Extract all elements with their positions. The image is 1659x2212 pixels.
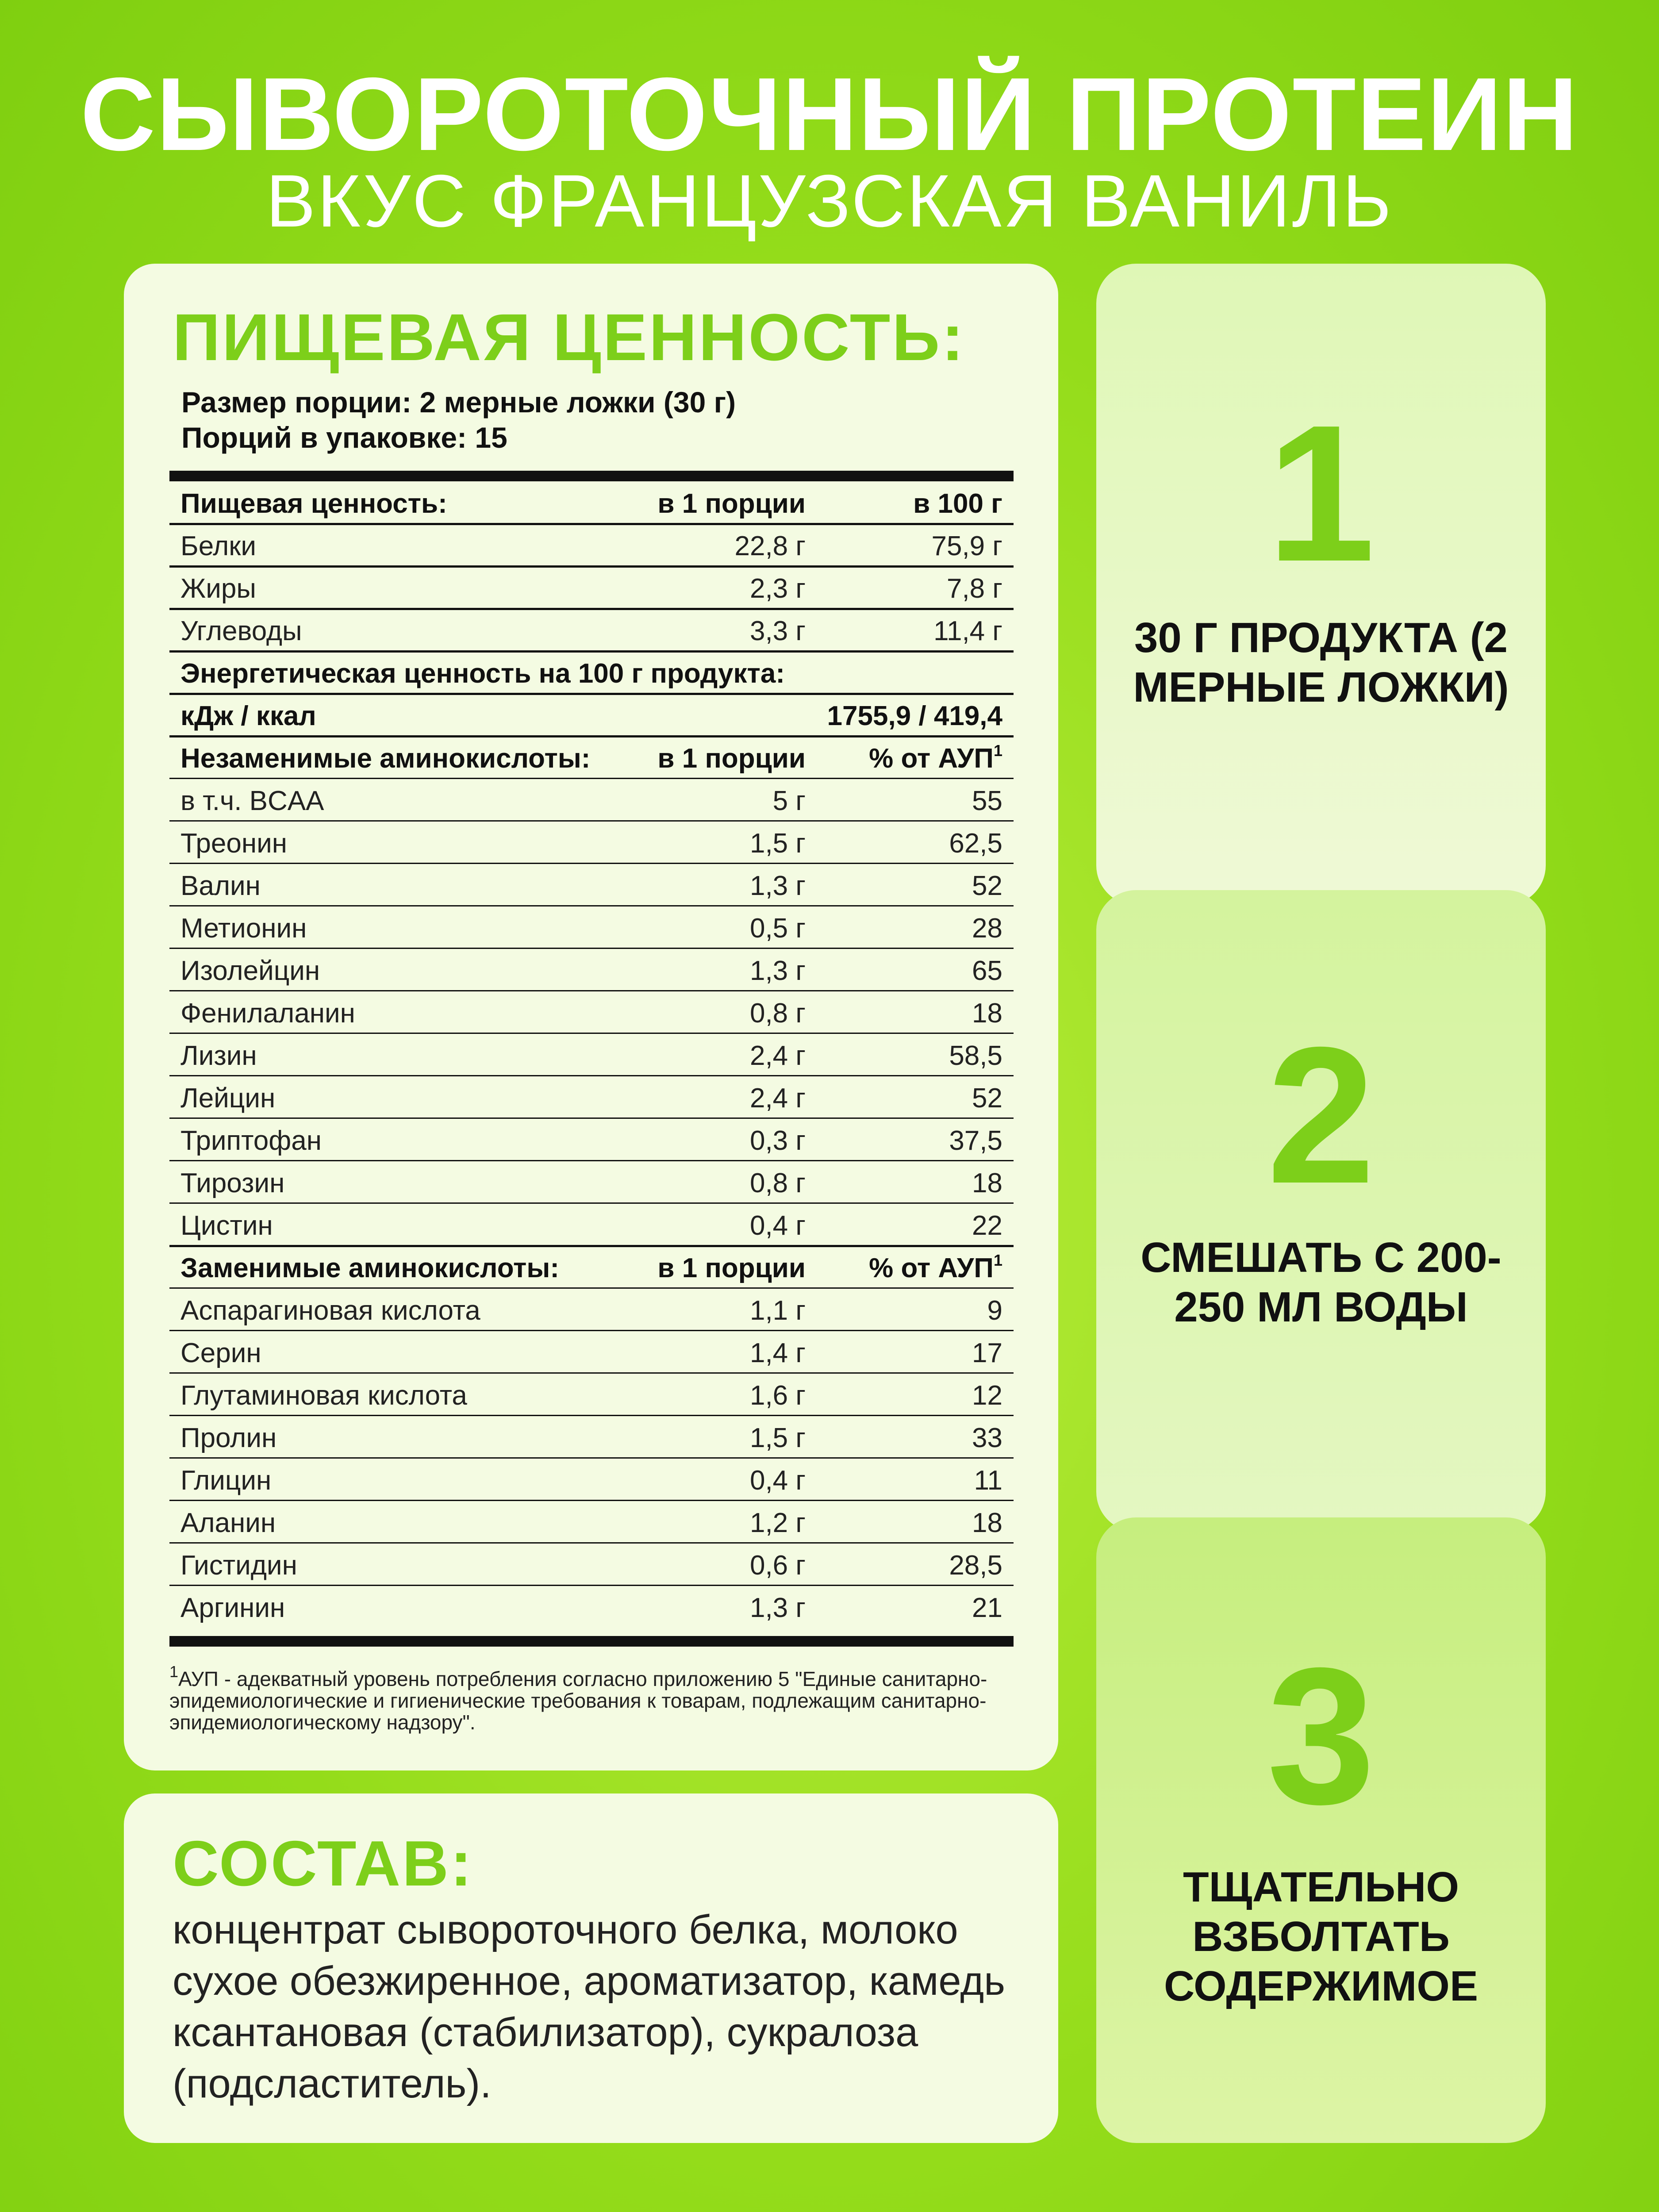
- cell-text: 22: [972, 1210, 1002, 1241]
- cell-text: Энергетическая ценность на 100 г продукта:: [180, 658, 785, 689]
- step-card-2: [1096, 890, 1546, 1532]
- cell-text: 0,4 г: [749, 1210, 806, 1241]
- cell-text: Заменимые аминокислоты:: [180, 1253, 560, 1283]
- cell-text: 17: [972, 1338, 1002, 1368]
- second-value: [974, 1465, 1002, 1496]
- cell-text: 28: [972, 913, 1002, 944]
- table-row: [169, 566, 1014, 609]
- cell-text: 1,5 г: [749, 1423, 806, 1453]
- table-row: [169, 609, 1014, 651]
- nonessential-header: [169, 1246, 1014, 1288]
- cell-text: 65: [972, 956, 1002, 986]
- second-value: [972, 1422, 1002, 1454]
- second-value: [972, 1167, 1002, 1199]
- per-serving-value: [750, 1125, 806, 1156]
- row-label: [180, 955, 320, 987]
- cell-text: Пролин: [180, 1423, 277, 1453]
- cell-text: 28,5: [949, 1550, 1002, 1581]
- second-value: [949, 828, 1002, 859]
- cell-text: % от АУП: [869, 743, 994, 774]
- cell-text: кДж / ккал: [180, 701, 316, 731]
- energy-label-row: [169, 651, 1014, 694]
- table-row: [169, 1161, 1014, 1203]
- second-value: [972, 785, 1002, 817]
- footnote: [169, 1662, 1019, 1734]
- table-row: [169, 991, 1014, 1033]
- cell-text: Аланин: [180, 1508, 276, 1538]
- cell-text: 0,5 г: [749, 913, 806, 944]
- row-label: [180, 1252, 559, 1284]
- step-card-1: [1096, 264, 1546, 905]
- footnote-text: АУП - адекватный уровень потребления согласно приложению 5 "Единые санитарно-эпидемиологические и гигиенические требования к товарам, подлежащим санитарно-эпидемиологическому надзору".: [169, 1667, 987, 1734]
- table-row: [169, 906, 1014, 949]
- second-value: [972, 1507, 1002, 1539]
- cell-text: Пищевая ценность:: [180, 488, 447, 519]
- step-card-3: [1096, 1517, 1546, 2143]
- page-subtitle: ВКУС ФРАНЦУЗСКАЯ ВАНИЛЬ: [266, 159, 1393, 242]
- second-value: [913, 488, 1002, 519]
- cell-text: 1755,9 / 419,4: [827, 701, 1002, 731]
- second-value: [972, 1083, 1002, 1114]
- cell-text: 1,3 г: [749, 1593, 806, 1623]
- cell-text: Лейцин: [180, 1083, 276, 1114]
- cell-text: Валин: [180, 871, 261, 901]
- row-label: [180, 1167, 284, 1199]
- cell-text: 33: [972, 1423, 1002, 1453]
- row-label: [180, 743, 590, 774]
- table-row: [169, 524, 1014, 566]
- row-label: [180, 870, 261, 902]
- composition-title: СОСТАВ:: [173, 1828, 474, 1899]
- row-label: [180, 785, 324, 817]
- row-label: [180, 1083, 275, 1114]
- cell-text: 52: [972, 871, 1002, 901]
- cell-text: Аспарагиновая кислота: [180, 1295, 480, 1326]
- step-number: 3: [1267, 1628, 1375, 1845]
- table-row: [169, 1416, 1014, 1458]
- table-row: [169, 949, 1014, 991]
- cell-text: 11: [974, 1465, 1002, 1496]
- cell-text: 1,3 г: [749, 871, 806, 901]
- cell-text: Тирозин: [180, 1168, 285, 1198]
- per-serving-value: [750, 573, 806, 604]
- cell-text: Метионин: [180, 913, 307, 944]
- cell-text: % от АУП: [869, 1253, 994, 1283]
- cell-text: в 1 порции: [657, 743, 806, 774]
- second-value: [972, 870, 1002, 902]
- cell-text: 9: [987, 1295, 1002, 1326]
- row-label: [180, 1125, 322, 1156]
- cell-text: Гистидин: [180, 1550, 297, 1581]
- cell-text: 75,9 г: [931, 531, 1002, 561]
- cell-text: 5 г: [772, 786, 806, 816]
- second-value: [972, 913, 1002, 944]
- cell-text: 18: [972, 1508, 1002, 1538]
- row-label: [180, 1295, 480, 1326]
- row-label: [180, 828, 287, 859]
- second-value: [972, 1592, 1002, 1624]
- second-value: [931, 530, 1002, 562]
- cell-text: Лизин: [180, 1041, 257, 1071]
- table-row: [169, 779, 1014, 821]
- step-text: ТЩАТЕЛЬНО ВЗБОЛТАТЬ СОДЕРЖИМОЕ: [1164, 1863, 1478, 2010]
- footnote-mark: 1: [169, 1662, 179, 1681]
- per-serving-value: [657, 488, 806, 519]
- cell-text: 0,4 г: [749, 1465, 806, 1496]
- per-serving-value: [750, 1210, 806, 1241]
- cell-text: Жиры: [180, 573, 256, 604]
- row-label: [180, 573, 256, 604]
- footnote-ref: 1: [993, 741, 1002, 760]
- cell-text: 1,4 г: [749, 1338, 806, 1368]
- cell-text: 2,4 г: [749, 1041, 806, 1071]
- servings-per-pack: Порций в упаковке: 15: [181, 421, 507, 454]
- per-serving-value: [750, 828, 806, 859]
- cell-text: Незаменимые аминокислоты:: [180, 743, 591, 774]
- per-serving-value: [750, 1592, 806, 1624]
- per-serving-value: [657, 1252, 806, 1284]
- step-text: 30 Г ПРОДУКТА (2 МЕРНЫЕ ЛОЖКИ): [1133, 614, 1509, 711]
- cell-text: Белки: [180, 531, 257, 561]
- second-value: [949, 1040, 1002, 1071]
- cell-text: Глутаминовая кислота: [180, 1380, 467, 1411]
- cell-text: Фенилаланин: [180, 998, 355, 1029]
- per-serving-value: [750, 1083, 806, 1114]
- cell-text: 18: [972, 998, 1002, 1029]
- table-row: [169, 1203, 1014, 1246]
- composition-card: [124, 1793, 1058, 2143]
- row-label: [180, 615, 302, 647]
- cell-text: 11,4 г: [933, 616, 1002, 646]
- per-serving-value: [750, 1295, 806, 1326]
- cell-text: 1,1 г: [749, 1295, 806, 1326]
- cell-text: Углеводы: [180, 616, 302, 646]
- cell-text: Серин: [180, 1338, 261, 1368]
- table-row: [169, 1288, 1014, 1331]
- row-label: [180, 1465, 271, 1496]
- second-value: [972, 998, 1002, 1029]
- energy-value-row: [169, 694, 1014, 736]
- cell-text: 55: [972, 786, 1002, 816]
- cell-text: 2,3 г: [749, 573, 806, 604]
- cell-text: 0,8 г: [749, 1168, 806, 1198]
- row-label: [180, 1550, 297, 1581]
- table-row: [169, 1118, 1014, 1161]
- second-value: [987, 1295, 1002, 1326]
- second-value: [827, 700, 1002, 732]
- cell-text: в 100 г: [913, 488, 1002, 519]
- cell-text: 37,5: [949, 1125, 1002, 1156]
- second-value: [972, 1210, 1002, 1241]
- per-serving-value: [750, 1380, 806, 1411]
- row-label: [180, 700, 316, 732]
- table-row: [169, 821, 1014, 864]
- per-serving-value: [750, 998, 806, 1029]
- serving-size: Размер порции: 2 мерные ложки (30 г): [181, 386, 736, 419]
- per-serving-value: [750, 1507, 806, 1539]
- cell-text: Аргинин: [180, 1593, 285, 1623]
- second-value: [972, 1380, 1002, 1411]
- per-serving-value: [734, 530, 806, 562]
- second-value: [869, 1252, 1002, 1284]
- per-serving-value: [750, 1337, 806, 1369]
- row-label: [180, 1210, 273, 1241]
- cell-text: 3,3 г: [749, 616, 806, 646]
- cell-text: 21: [972, 1593, 1002, 1623]
- cell-text: 12: [972, 1380, 1002, 1411]
- table-top-bar: [169, 471, 1014, 481]
- second-value: [933, 615, 1002, 647]
- row-label: [180, 998, 355, 1029]
- cell-text: Триптофан: [180, 1125, 322, 1156]
- table-row: [169, 1033, 1014, 1076]
- cell-text: 0,6 г: [749, 1550, 806, 1581]
- per-serving-value: [750, 615, 806, 647]
- table-header: [169, 481, 1014, 524]
- table-row: [169, 1501, 1014, 1543]
- cell-text: 0,3 г: [749, 1125, 806, 1156]
- step-number: 2: [1267, 1007, 1375, 1224]
- row-label: [180, 913, 307, 944]
- cell-text: 62,5: [949, 828, 1002, 859]
- row-label: [180, 1507, 276, 1539]
- page-title: СЫВОРОТОЧНЫЙ ПРОТЕИН: [80, 56, 1579, 172]
- cell-text: 7,8 г: [946, 573, 1002, 604]
- second-value: [972, 955, 1002, 987]
- row-label: [180, 1380, 467, 1411]
- per-serving-value: [750, 955, 806, 987]
- per-serving-value: [773, 785, 806, 817]
- cell-text: в 1 порции: [657, 488, 806, 519]
- cell-text: 1,3 г: [749, 956, 806, 986]
- nutrition-card: [124, 264, 1058, 1770]
- row-label: [180, 1337, 261, 1369]
- step-number: 1: [1267, 385, 1375, 602]
- cell-text: Цистин: [180, 1210, 273, 1241]
- cell-text: Треонин: [180, 828, 287, 859]
- per-serving-value: [657, 743, 806, 774]
- row-label: [180, 1040, 257, 1071]
- cell-text: 2,4 г: [749, 1083, 806, 1114]
- step-text: СМЕШАТЬ С 200-250 МЛ ВОДЫ: [1141, 1234, 1502, 1331]
- cell-text: 1,5 г: [749, 828, 806, 859]
- row-label: [180, 530, 256, 562]
- row-label: [180, 658, 785, 689]
- cell-text: в 1 порции: [657, 1253, 806, 1283]
- cell-text: 52: [972, 1083, 1002, 1114]
- per-serving-value: [750, 1040, 806, 1071]
- table-row: [169, 1586, 1014, 1628]
- essential-header: [169, 736, 1014, 779]
- row-label: [180, 488, 447, 519]
- table-row: [169, 1331, 1014, 1373]
- cell-text: 18: [972, 1168, 1002, 1198]
- table-bottom-bar: [169, 1636, 1014, 1647]
- second-value: [947, 573, 1002, 604]
- row-label: [180, 1422, 276, 1454]
- cell-text: 58,5: [949, 1041, 1002, 1071]
- per-serving-value: [750, 870, 806, 902]
- table-row: [169, 1373, 1014, 1416]
- second-value: [869, 743, 1002, 774]
- per-serving-value: [750, 1550, 806, 1581]
- table-row: [169, 1076, 1014, 1118]
- second-value: [949, 1125, 1002, 1156]
- cell-text: 1,2 г: [749, 1508, 806, 1538]
- second-value: [972, 1337, 1002, 1369]
- table-row: [169, 1458, 1014, 1501]
- cell-text: 0,8 г: [749, 998, 806, 1029]
- cell-text: 22,8 г: [734, 531, 806, 561]
- row-label: [180, 1592, 285, 1624]
- cell-text: 1,6 г: [749, 1380, 806, 1411]
- cell-text: Глицин: [180, 1465, 272, 1496]
- cell-text: Изолейцин: [180, 956, 320, 986]
- per-serving-value: [750, 1465, 806, 1496]
- composition-text: концентрат сывороточного белка, молоко сухое обезжиренное, ароматизатор, камедь ксантановая (стабилизатор), сукралоза (подсластитель).: [173, 1907, 1006, 2106]
- per-serving-value: [750, 913, 806, 944]
- table-row: [169, 1543, 1014, 1586]
- second-value: [949, 1550, 1002, 1581]
- per-serving-value: [750, 1422, 806, 1454]
- nutrition-title: ПИЩЕВАЯ ЦЕННОСТЬ:: [173, 300, 966, 374]
- cell-text: в т.ч. BCAA: [180, 786, 324, 816]
- per-serving-value: [750, 1167, 806, 1199]
- table-row: [169, 864, 1014, 906]
- footnote-ref: 1: [993, 1251, 1002, 1270]
